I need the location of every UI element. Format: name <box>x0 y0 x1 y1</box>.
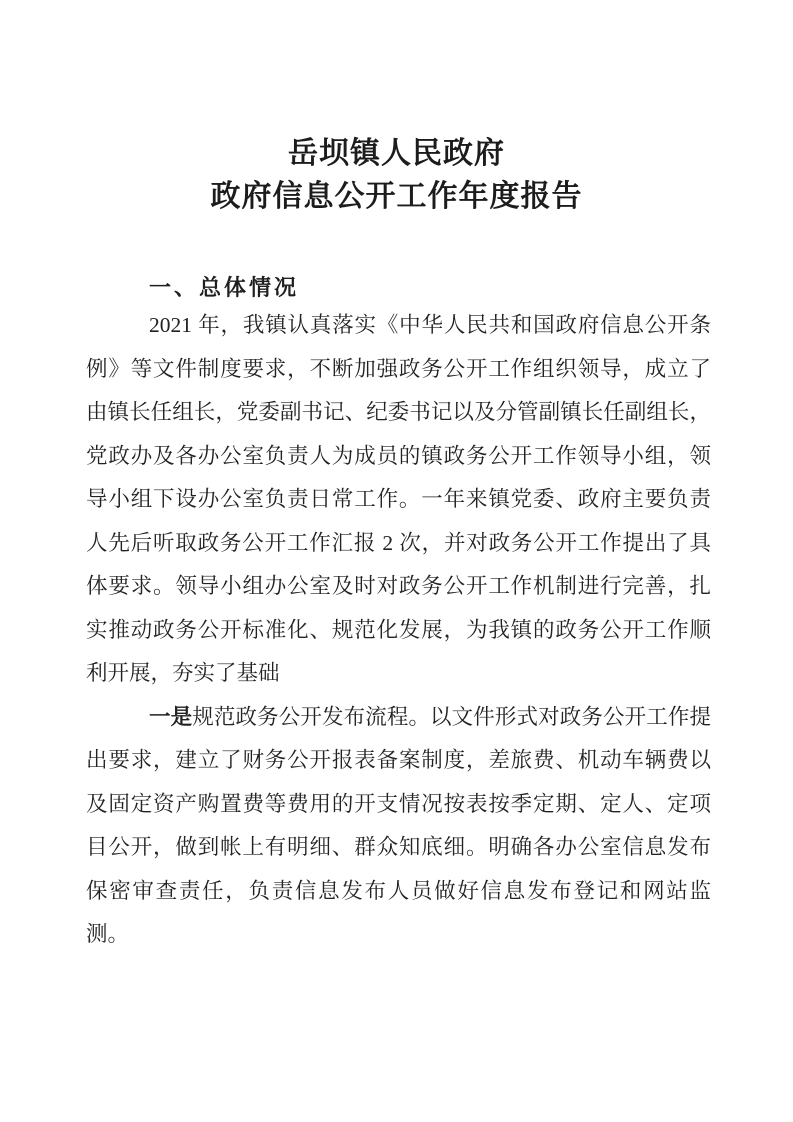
paragraph2-first-line <box>86 696 711 740</box>
document-title <box>0 132 793 218</box>
paragraph1-line: 体要求。领导小组办公室及时对政务公开工作机制进行完善，扎 <box>86 574 711 598</box>
paragraph1-line: 由镇长任组长，党委副书记、纪委书记以及分管副镇长任副组长， <box>86 400 711 424</box>
paragraph1-line: 例》等文件制度要求，不断加强政务公开工作组织领导，成立了 <box>86 356 711 381</box>
document-title-line1: 岳坝镇人民政府 <box>288 137 505 170</box>
paragraph2-line: 保密审查责任，负责信息发布人员做好信息发布登记和网站监 <box>86 878 711 903</box>
document-body <box>86 304 711 957</box>
paragraph1-line: 导小组下设办公室负责日常工作。一年来镇党委、政府主要负责 <box>86 487 711 511</box>
paragraph2-lead: 一是 <box>149 704 193 729</box>
paragraph2-line1-rest: 规范政务公开发布流程。以文件形式对政务公开工作提 <box>192 704 711 729</box>
paragraph2-line: 出要求，建立了财务公开报表备案制度，差旅费、机动车辆费以 <box>86 748 711 772</box>
paragraph2-line: 目公开，做到帐上有明细、群众知底细。明确各办公室信息发布 <box>86 835 711 859</box>
paragraph1-last-line: 利开展，夯实了基础 <box>86 661 280 685</box>
paragraph2-last-line: 测。 <box>86 922 130 946</box>
paragraph1-line: 人先后听取政务公开工作汇报 2 次，并对政务公开工作提出了具 <box>86 530 711 555</box>
paragraph2-line: 及固定资产购置费等费用的开支情况按表按季定期、定人、定项 <box>86 791 711 816</box>
paragraph1-line: 党政办及各办公室负责人为成员的镇政务公开工作领导小组，领 <box>86 443 711 468</box>
document-title-line2: 政府信息公开工作年度报告 <box>210 180 583 213</box>
section-heading: 一、总体情况 <box>149 275 300 300</box>
paragraph1-line: 2021 年，我镇认真落实《中华人民共和国政府信息公开条 <box>149 313 711 337</box>
paragraph1-line: 实推动政务公开标准化、规范化发展，为我镇的政务公开工作顺 <box>86 617 711 642</box>
